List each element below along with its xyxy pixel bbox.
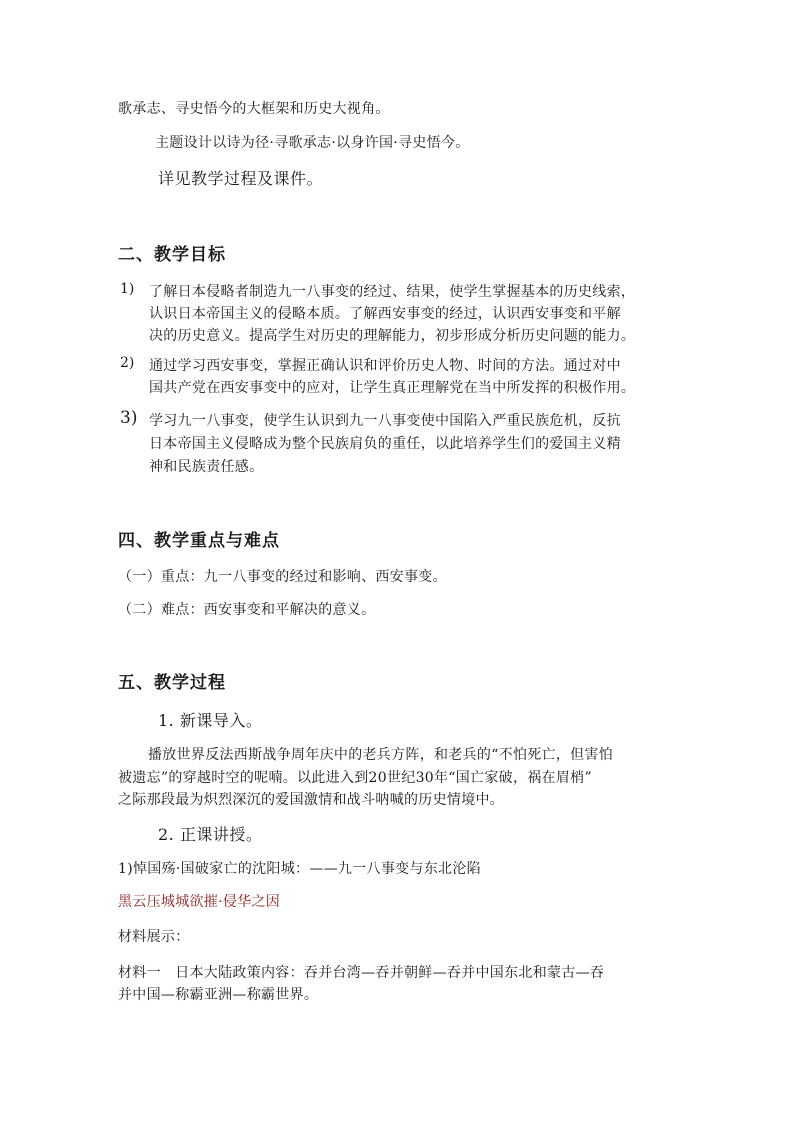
section4-title: 四、教学重点与难点 — [118, 531, 280, 551]
material1-line: 并中国—称霸亚洲—称霸世界。 — [118, 987, 319, 1003]
material1-line: 材料一 日本大陆政策内容：吞并台湾—吞并朝鲜—吞并中国东北和蒙古—吞 — [118, 965, 605, 981]
key-point-line: （一）重点：九一八事变的经过和影响、西安事变。 — [118, 569, 447, 585]
objective-3-line: 日本帝国主义侵略成为整个民族肩负的重任，以此培养学生们的爱国主义精 — [149, 436, 621, 452]
objective-3-number: 3) — [120, 408, 138, 428]
objective-3-line: 神和民族责任感。 — [149, 459, 264, 475]
objective-1-line: 决的历史意义。提高学生对历史的理解能力，初步形成分析历史问题的能力。 — [149, 328, 636, 344]
objective-3-line: 学习九一八事变，使学生认识到九一八事变使中国陷入严重民族危机，反抗 — [149, 413, 621, 429]
material-label: 材料展示： — [118, 929, 190, 945]
step1-title: 1. 新课导入。 — [158, 711, 263, 730]
objective-1-line: 了解日本侵略者制造九一八事变的经过、结果，使学生掌握基本的历史线索， — [149, 284, 636, 300]
see-more-line: 详见教学过程及课件。 — [158, 169, 324, 188]
objective-2-line: 国共产党在西安事变中的应对，让学生真正理解党在当中所发挥的积极作用。 — [149, 380, 636, 396]
subtopic-line: 1)悼国殇·国破家亡的沈阳城：——九一八事变与东北沦陷 — [118, 861, 481, 877]
step1-paragraph-line: 播放世界反法西斯战争周年庆中的老兵方阵，和老兵的“不怕死亡，但害怕 — [148, 747, 614, 763]
objective-1-number: 1) — [120, 281, 135, 297]
step1-paragraph-line: 之际那段最为炽烈深沉的爱国激情和战斗呐喊的历史情境中。 — [118, 792, 505, 808]
section5-title: 五、教学过程 — [118, 673, 226, 693]
theme-line: 主题设计以诗为径·寻歌承志·以身许国·寻史悟今。 — [155, 135, 470, 151]
objective-1-line: 认识日本帝国主义的侵略本质。了解西安事变的经过，认识西安事变和平解 — [149, 306, 621, 322]
objective-2-number: 2) — [120, 355, 135, 371]
difficulty-line: （二）难点：西安事变和平解决的意义。 — [118, 602, 376, 618]
objective-2-line: 通过学习西安事变，掌握正确认识和评价历史人物、时间的方法。通过对中 — [149, 358, 621, 374]
intro-line: 歌承志、寻史悟今的大框架和历史大视角。 — [118, 101, 390, 117]
red-heading: 黑云压城城欲摧·侵华之因 — [118, 894, 281, 910]
step2-title: 2. 正课讲授。 — [158, 825, 263, 844]
section2-title: 二、教学目标 — [118, 245, 226, 265]
step1-paragraph-line: 被遗忘”的穿越时空的呢喃。以此进入到20世纪30年“国亡家破，祸在眉梢” — [118, 770, 592, 786]
